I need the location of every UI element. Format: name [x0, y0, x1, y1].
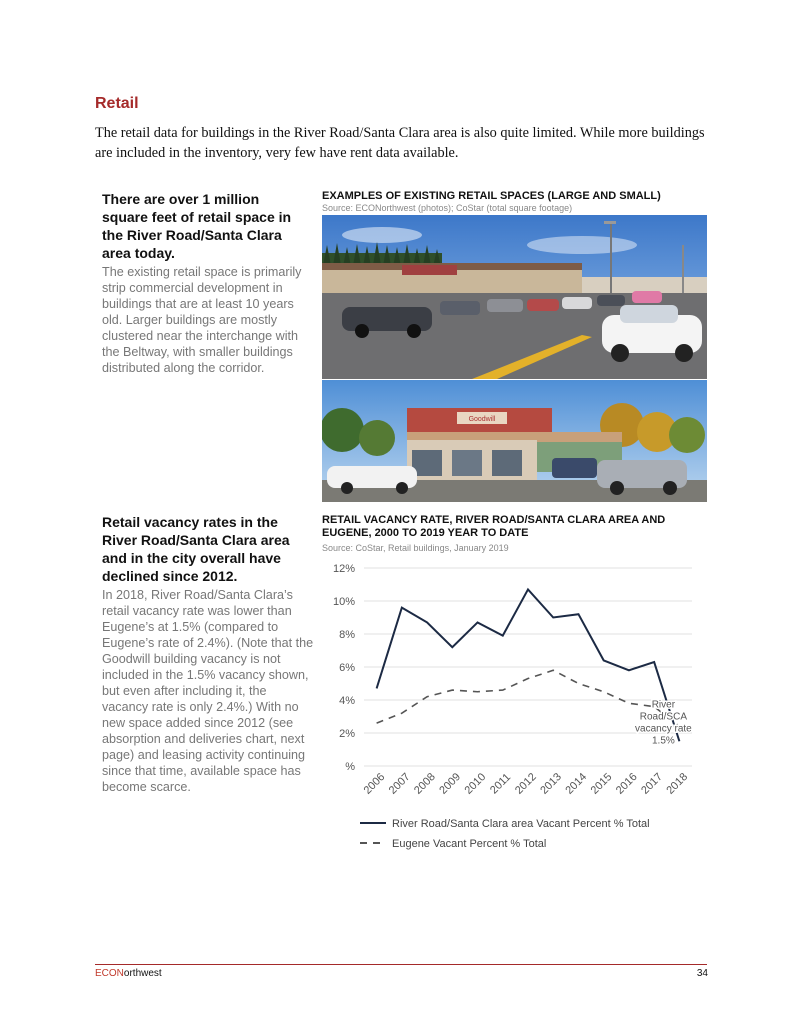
x-tick-label: 2014 — [563, 770, 590, 797]
x-tick-label: 2006 — [361, 770, 388, 797]
vacancy-line-chart — [322, 558, 712, 858]
x-tick-label: 2012 — [512, 770, 539, 797]
y-tick-label: 10% — [332, 596, 355, 608]
eugene-series-line — [377, 670, 680, 726]
river-road-series-line — [377, 589, 680, 741]
annotation-label: Road/SCA — [639, 711, 688, 723]
x-tick-label: 2007 — [386, 770, 413, 797]
y-tick-label: 8% — [339, 629, 355, 641]
y-tick-label: % — [345, 761, 355, 773]
vacancy-chart-svg — [322, 558, 712, 858]
x-tick-label: 2008 — [412, 770, 438, 797]
x-tick-label: 2018 — [664, 770, 691, 797]
callout-body-vacancy: In 2018, River Road/Santa Clara’s retail vacancy rate was lower than Eugene’s at 1.5% (compared to Eugene’s rate of 2.4%). (Note that the Goodwill building vacancy is not included in the 1.5% vacancy shown, but even after including it, the vacancy rate is only 2.4%.) With no new space added since 2012 (see absorption and deliveries chart, next page) and leasing activity continuing since that time, available space has become scarce. — [102, 588, 314, 794]
x-tick-label: 2010 — [462, 770, 489, 797]
x-tick-label: 2015 — [588, 770, 615, 797]
small-storefront-building-photo — [322, 380, 707, 502]
footer-brand-suffix: orthwest — [123, 968, 162, 979]
y-tick-label: 4% — [339, 695, 355, 707]
callout-heading-retail-space: There are over 1 million square feet of retail space in the River Road/Santa Clara area today. — [102, 191, 292, 261]
callout-heading-vacancy: Retail vacancy rates in the River Road/Santa Clara area and in the city overall have declined since 2012. — [102, 514, 290, 584]
y-tick-label: 6% — [339, 662, 355, 674]
intro-paragraph: The retail data for buildings in the River Road/Santa Clara area is also quite limited. While more buildings are included in the inventory, very few have rent data available. — [95, 125, 705, 161]
y-tick-label: 12% — [332, 563, 355, 575]
x-tick-label: 2011 — [488, 771, 514, 797]
x-tick-label: 2017 — [639, 770, 665, 797]
x-tick-label: 2013 — [538, 770, 565, 797]
chart-title: RETAIL VACANCY RATE, RIVER ROAD/SANTA CLARA AREA AND EUGENE, 2000 TO 2019 YEAR TO DATE — [322, 514, 666, 539]
storefront-sign: Goodwill — [468, 416, 496, 423]
footer-rule — [95, 964, 707, 965]
legend-label: River Road/Santa Clara area Vacant Percent % Total — [392, 818, 650, 830]
figure-title-retail-spaces: EXAMPLES OF EXISTING RETAIL SPACES (LARGE AND SMALL) — [322, 190, 661, 202]
footer-brand-prefix: ECON — [95, 968, 124, 979]
legend-label: Eugene Vacant Percent % Total — [392, 838, 547, 850]
annotation-label: 1.5% — [651, 735, 675, 747]
strip-mall-parking-lot-photo — [322, 215, 707, 379]
annotation-label: vacancy rate — [635, 723, 692, 735]
callout-body-retail-space: The existing retail space is primarily strip commercial development in buildings that are at least 10 years old. Larger buildings are mostly clustered near the interchange with the Beltway, with smaller buildings distributed along the corridor. — [102, 265, 302, 375]
annotation-label: River — [651, 699, 676, 711]
footer-brand — [95, 968, 162, 979]
y-tick-label: 2% — [339, 728, 355, 740]
x-tick-label: 2009 — [437, 770, 464, 797]
section-title: Retail — [95, 95, 139, 112]
page-number: 34 — [696, 968, 708, 979]
figure-source-retail-spaces: Source: ECONorthwest (photos); CoStar (total square footage) — [322, 203, 573, 213]
x-tick-label: 2016 — [613, 770, 640, 797]
chart-source: Source: CoStar, Retail buildings, January 2019 — [322, 543, 509, 553]
